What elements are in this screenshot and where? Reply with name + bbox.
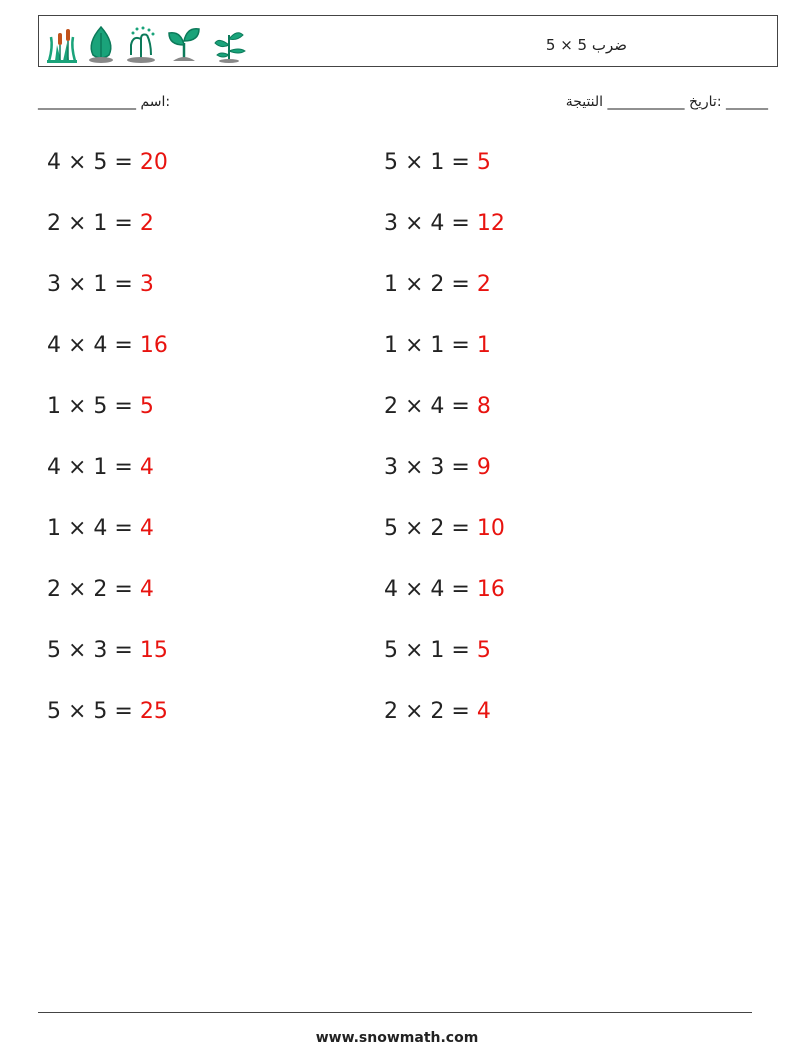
problem-answer: 8 — [476, 394, 491, 419]
footer-url: www.snowmath.com — [315, 1030, 479, 1046]
problem-item — [47, 701, 168, 723]
problem-item — [384, 213, 505, 235]
problem-question: 1 × 4 = — [47, 516, 140, 541]
problem-item — [47, 518, 154, 540]
worksheet-header — [38, 15, 778, 67]
worksheet-title: ضرب 5 × 5 — [545, 36, 627, 54]
score-label: النتيجة — [565, 94, 604, 110]
problem-question: 2 × 2 = — [384, 699, 477, 724]
problem-question: 3 × 3 = — [384, 455, 477, 480]
problem-question: 4 × 4 = — [47, 333, 140, 358]
date-score-field — [566, 94, 768, 110]
problem-question: 5 × 1 = — [384, 150, 477, 175]
leaf-icon — [85, 25, 117, 63]
problem-question: 2 × 1 = — [47, 211, 140, 236]
problem-item — [47, 640, 168, 662]
problem-question: 1 × 2 = — [384, 272, 477, 297]
problem-question: 5 × 5 = — [47, 699, 140, 724]
sprouting-seed-icon — [123, 25, 159, 63]
problem-item — [384, 396, 491, 418]
problem-item — [47, 274, 154, 296]
problem-item — [384, 579, 505, 601]
problem-question: 2 × 2 = — [47, 577, 140, 602]
small-plant-icon — [209, 25, 249, 63]
problem-answer: 5 — [139, 394, 154, 419]
problem-question: 3 × 4 = — [384, 211, 477, 236]
problem-item — [47, 152, 168, 174]
problem-question: 2 × 4 = — [384, 394, 477, 419]
problem-item — [384, 457, 491, 479]
problem-answer: 10 — [476, 516, 505, 541]
footer-divider — [38, 1012, 752, 1013]
cattail-plant-icon — [45, 25, 79, 63]
name-line: ______________ — [38, 94, 136, 110]
problem-answer: 2 — [139, 211, 154, 236]
problem-answer: 20 — [139, 150, 168, 175]
problem-answer: 4 — [139, 577, 154, 602]
problem-answer: 15 — [139, 638, 168, 663]
problem-answer: 4 — [139, 516, 154, 541]
problem-answer: 1 — [476, 333, 491, 358]
problem-answer: 2 — [476, 272, 491, 297]
problem-question: 1 × 1 = — [384, 333, 477, 358]
problem-question: 4 × 4 = — [384, 577, 477, 602]
seedling-icon — [165, 25, 203, 63]
problem-answer: 5 — [476, 638, 491, 663]
problem-answer: 3 — [139, 272, 154, 297]
name-field — [38, 94, 170, 110]
problem-item — [384, 701, 491, 723]
problem-answer: 12 — [476, 211, 505, 236]
problem-answer: 9 — [476, 455, 491, 480]
problem-question: 1 × 5 = — [47, 394, 140, 419]
problem-item — [384, 518, 505, 540]
date-line-2: ___________ — [607, 94, 685, 110]
problem-item — [384, 274, 491, 296]
problem-item — [47, 396, 154, 418]
date-label: :تاريخ — [688, 94, 722, 110]
problem-answer: 5 — [476, 150, 491, 175]
problem-question: 5 × 2 = — [384, 516, 477, 541]
problem-answer: 25 — [139, 699, 168, 724]
problem-item — [384, 152, 491, 174]
problem-answer: 4 — [476, 699, 491, 724]
problem-question: 4 × 5 = — [47, 150, 140, 175]
header-icons — [45, 23, 249, 63]
problem-question: 5 × 3 = — [47, 638, 140, 663]
problem-item — [47, 579, 154, 601]
problem-answer: 16 — [139, 333, 168, 358]
problem-item — [384, 640, 491, 662]
problem-answer: 16 — [476, 577, 505, 602]
problem-question: 5 × 1 = — [384, 638, 477, 663]
problem-question: 3 × 1 = — [47, 272, 140, 297]
problem-item — [384, 335, 491, 357]
date-line: ______ — [726, 94, 768, 110]
name-label: :اسم — [140, 94, 171, 110]
problem-item — [47, 213, 154, 235]
problem-item — [47, 335, 168, 357]
problem-answer: 4 — [139, 455, 154, 480]
problem-question: 4 × 1 = — [47, 455, 140, 480]
problem-item — [47, 457, 154, 479]
